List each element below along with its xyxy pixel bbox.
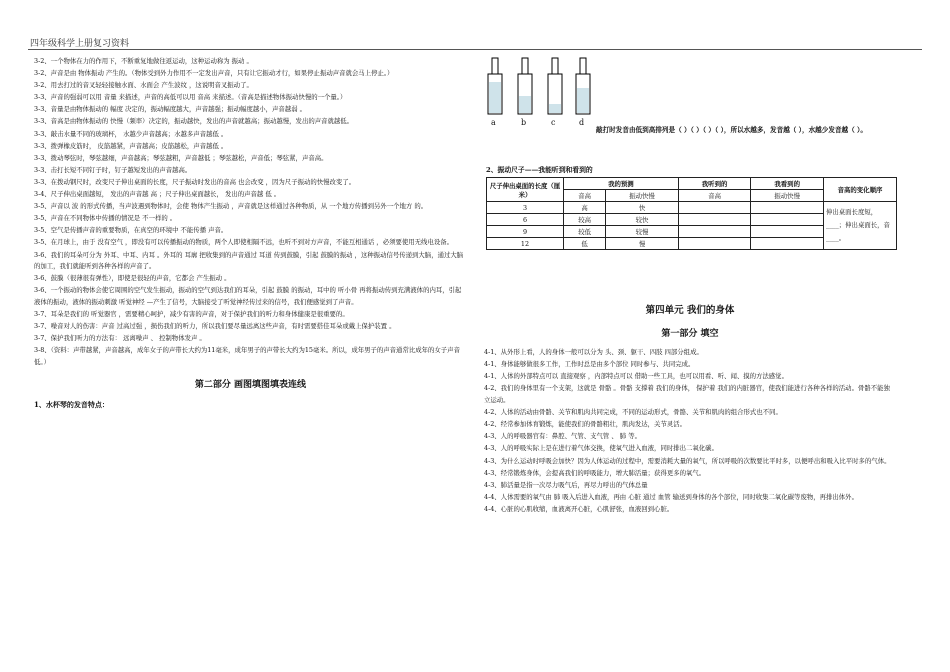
th-predict: 我的预测: [564, 178, 679, 190]
cell: 12: [487, 238, 564, 250]
cell: 慢: [606, 238, 679, 250]
unit4-title: 第四单元 我们的身体: [645, 305, 735, 316]
cell: [678, 226, 751, 238]
list-item: 4-4、人体需要的氧气由 肺 吸入后进入血液，再由 心脏 通过 血管 输送到身体的各个部位，同时收集二氧化碳等废物，再排出体外。: [484, 492, 858, 501]
list-item: 4-3、人的呼吸实际上是在进行着气体交换，使氧气进入血液，同时排出二氧化碳。: [484, 444, 718, 453]
page-header: 四年级科学上册复习资料: [30, 39, 130, 49]
list-item: 4-2、我们的身体里有一个支架，这就是 骨骼 。骨骼 支撑着 我们的身体， 保护着 我们的内脏器官，使我们能进行各种各样的活动。骨骼不能独立运动。: [484, 384, 890, 405]
list-item: 3-6、我们的耳朵可分为 外耳、中耳、内耳 。外耳的 耳廓 把收集到的声音通过 耳道 传到鼓膜，引起 鼓膜的振动 ，这种振动信号传递到大脑，通过大脑的加工，我们就能听到各种各样的声音了。: [34, 250, 464, 271]
list-item: 4-1、从外形上看，人的身体一般可以分为 头、颈、躯干、四肢 四部分组成。: [484, 348, 703, 357]
list-item: 3-5、声音在不同物体中传播的情况是 不一样的 。: [34, 214, 177, 223]
list-item: 3-3、在拨动钢尺时，改变尺子伸出桌面的长度，尺子振动时发出的音高 也会改变 ，因为尺子振动的快慢改变了。: [34, 177, 356, 186]
sub-pitch2: 音高: [678, 190, 751, 202]
cell: 3: [487, 202, 564, 214]
list-item: 3-4、尺子伸出桌面越短， 发出的声音越 高 ；尺子伸出桌面越长， 发出的声音越 低 。: [34, 190, 281, 199]
list-item: 3-3、音高是由物体振动的 快慢（频率）决定的，振动越快，发出的声音就越高；振动越慢，发出的声音就越低。: [34, 117, 354, 126]
th-length: 尺子伸出桌面的长度（厘米）: [487, 178, 564, 202]
cell: [751, 226, 824, 238]
cell: [751, 238, 824, 250]
ruler-table: [486, 177, 897, 250]
sub-pitch: 音高: [564, 190, 606, 202]
list-item: 3-2、用去打过的音叉轻轻接触水面、水面会 产生波纹 ，这说明音叉振动了。: [34, 81, 253, 90]
bottles-question: 敲打时发音由低到高排列是（ ）（ ）（ ）（ ），所以水越多，发音越（ ），水越少发音越（ ）。: [596, 126, 867, 134]
table-title: 2、振动尺子——我能听到和看到的: [486, 166, 593, 174]
header-divider: [28, 49, 922, 50]
list-item: 3-7、噪音对人的伤害：声音 过高过强 ，损伤我们的听力，所以我们要尽量远离这些声音，有时需要搭佳耳朵或戴上保护装置 。: [34, 322, 396, 331]
list-item: 3-6、鼓膜（很薄很有弹性），即使是很轻的声音，它都会 产生振动 。: [34, 274, 231, 283]
list-item: 3-2、一个物体在力的作用下，不断重复地做往返运动，这种运动称为 振动 。: [34, 57, 253, 65]
cell: [751, 202, 824, 214]
sub-speed: 振动快慢: [606, 190, 679, 202]
bottle-label-c: c: [551, 118, 556, 127]
list-item: 4-2、人体的活动由骨骼、关节和肌肉共同完成，不同的运动形式，骨骼、关节和肌肉的组合形式也不同。: [484, 408, 782, 417]
body-notes-list: [484, 347, 896, 515]
cell: [678, 238, 751, 250]
list-item: 3-5、在月球上，由于 没有空气 ，即没有可以传播振动的物质，两个人即使相隔不远，也听不到对方声音，不能互相通话 ，必须要使用无线电设备。: [34, 238, 453, 247]
list-item: 3-3、拨弹橡皮筋时， 皮筋越紧，声音越高；皮筋越松，声音越低 。: [34, 141, 228, 150]
bottle-label-a: a: [491, 118, 496, 127]
unit4-section: [484, 305, 896, 516]
unit4-part-title: 第一部分 填空: [661, 328, 719, 339]
cell: 较高: [564, 214, 606, 226]
list-item: 4-4、心脏的心肌收缩，血液离开心脏，心肌舒张，血液回到心脏。: [484, 504, 674, 513]
list-item: 4-1、人体的外部特点可以 直接观察 ，内部特点可以 借助一些工具，也可以用看、听、闻、摸的方法感觉。: [484, 372, 788, 381]
sound-notes-list: [34, 56, 467, 368]
cell: [678, 202, 751, 214]
cell: 6: [487, 214, 564, 226]
list-item: 3-3、音量是由物体振动的 幅度 决定的，振动幅度越大，声音越强；振动幅度越小，声音越弱 。: [34, 105, 307, 114]
list-item: 4-3、肺活量是指一次尽力吸气后，再尽力呼出的气体总量: [484, 480, 648, 489]
bottle-label-d: d: [579, 118, 585, 127]
list-item: 3-3、击打长短不同钉子时，钉子越短发出的声音越高。: [34, 165, 192, 174]
cell: 较低: [564, 226, 606, 238]
th-heard: 我听到的: [678, 178, 751, 190]
cell: 高: [564, 202, 606, 214]
list-item: 3-8、（资料：声带越紧，声音越高，成年女子的声带长大约为11毫米，成年男子的声带长大约为15毫米。所以，成年男子的声音通常比成年的女子声音低。）: [34, 346, 460, 366]
cell: 快: [606, 202, 679, 214]
bottle-d: [576, 58, 590, 114]
list-item: 4-3、经常锻炼身体，会提高我们的呼吸能力，增大肺活量；获得更多的氧气。: [484, 468, 706, 477]
bottle-a: [488, 58, 502, 114]
list-item: 4-3、为什么运动时呼吸会加快？因为人体运动的过程中，需要消耗大量的氧气，所以呼吸的次数要比平时多，以便呼出和吸入比平时多的气体。: [484, 456, 891, 465]
list-item: 3-3、拨动琴弦时，琴弦越细，声音越高；琴弦越粗，声音越低 ；琴弦越松，声音低；琴弦紧，声音高。: [34, 153, 328, 162]
order-note: 伸出桌面长度短，____；伸出桌面长，音____。: [824, 202, 897, 250]
cell: [678, 214, 751, 226]
bottle-b: [518, 58, 532, 114]
list-item: 4-2、经常参加体育锻炼，能使我们的骨骼粗壮，肌肉发达，关节灵活。: [484, 420, 687, 429]
cell: [751, 214, 824, 226]
list-item: 3-6、一个振动的物体会使它周围的空气发生振动，振动的空气到达我们的耳朵，引起 鼓膜 的振动，耳中的 听小骨 再将振动传到充满液体的内耳，引起液体的振动，液体的振动刺激 听觉神经 —产生了信号，大脑接受了听觉神经传过来的信号，我们便感觉到了声音。: [34, 286, 462, 306]
cell: 9: [487, 226, 564, 238]
list-item: 3-7、耳朵是我们的 听觉器官 ，需要精心呵护，减少有害的声音，对于保护我们的听力和身体健康是很重要的。: [34, 309, 349, 318]
th-order: 音高的变化顺序: [824, 178, 897, 202]
bottle-label-b: b: [521, 118, 527, 127]
part2-subtitle: 1、水杯琴的发音特点：: [34, 400, 109, 410]
cell: 较慢: [606, 226, 679, 238]
list-item: 3-3、敲击水量不同的玻璃杯， 水越少声音越高；水越多声音越低 。: [34, 129, 228, 138]
bottle-c: [548, 58, 562, 114]
list-item: 3-7、保护我们听力的方法有： 远离噪声 、 控制物体发声 。: [34, 334, 206, 343]
th-seen: 我看到的: [751, 178, 824, 190]
left-column: [34, 56, 467, 411]
cell: 较快: [606, 214, 679, 226]
list-item: 4-1、身体能够做很多工作，工作时总是由多个部位 同时参与、共同完成。: [484, 360, 695, 369]
list-item: 3-5、声音以 波 的形式传播，当声波遇到物体时，会使 物体产生振动 ，声音就是这样通过各种物质，从 一个地方传播到另外一个地方 的。: [34, 202, 428, 211]
list-item: 3-3、声音的强弱可以用 音量 来描述，声音的高低可以用 音高 来描述。（音高是描述物体振动快慢的一个量。）: [34, 93, 347, 102]
list-item: 3-2、声音是由 物体振动 产生的。（物体受到外力作用不一定发出声音，只有让它振动才行，如果停止振动声音就会马上停止。）: [34, 69, 394, 78]
list-item: 4-3、人的呼吸器官有：鼻腔、气管、支气管 、 肺 等。: [484, 432, 641, 441]
bottles-figure: [483, 52, 593, 120]
table-row: [487, 202, 897, 214]
cell: 低: [564, 238, 606, 250]
sub-speed2: 振动快慢: [751, 190, 824, 202]
list-item: 3-5、空气是传播声音的重要物质，在真空的环境中 不能传播 声音。: [34, 226, 228, 235]
part2-title: 第二部分 画图填图填表连线: [194, 380, 307, 391]
